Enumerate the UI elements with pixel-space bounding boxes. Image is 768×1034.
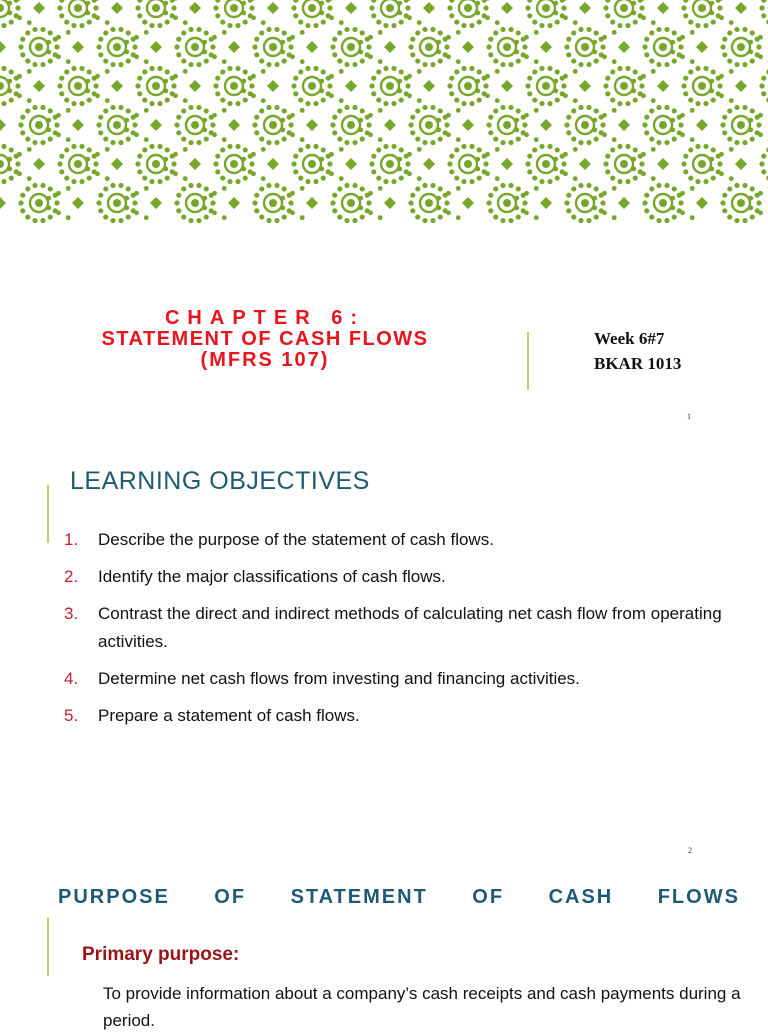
page-number-2: 2 [688, 846, 692, 855]
objective-item [64, 600, 744, 656]
objective-number: 1. [64, 526, 98, 554]
divider-bar [47, 485, 49, 543]
primary-purpose-label: Primary purpose: [82, 944, 239, 966]
objective-item [64, 563, 744, 591]
heading-word: FLOWS [658, 886, 740, 909]
page-number-1: 1 [687, 412, 691, 421]
primary-purpose-text: To provide information about a company’s cash receipts and cash payments during a period. [103, 980, 743, 1034]
heading-word: STATEMENT [291, 886, 428, 909]
objective-item [64, 702, 744, 730]
objective-text: Identify the major classifications of cash flows. [98, 563, 744, 591]
chapter-standard: (MFRS 107) [40, 350, 490, 371]
divider-bar [47, 918, 49, 976]
divider-bar [527, 332, 529, 390]
objective-text: Describe the purpose of the statement of cash flows. [98, 526, 744, 554]
heading-word: CASH [549, 886, 614, 909]
purpose-heading [58, 886, 740, 909]
objectives-list [64, 526, 744, 739]
course-info [594, 326, 754, 376]
decorative-pattern-banner [0, 0, 768, 290]
chapter-name: STATEMENT OF CASH FLOWS [40, 329, 490, 350]
objective-item [64, 665, 744, 693]
chapter-title [40, 308, 490, 371]
learning-objectives-heading: LEARNING OBJECTIVES [70, 467, 370, 496]
heading-word: OF [472, 886, 504, 909]
objective-text: Determine net cash flows from investing and financing activities. [98, 665, 744, 693]
objective-item [64, 526, 744, 554]
week-label: Week 6#7 [594, 326, 754, 351]
course-code: BKAR 1013 [594, 351, 754, 376]
objective-number: 5. [64, 702, 98, 730]
objective-text: Contrast the direct and indirect methods of calculating net cash flow from operating activities. [98, 600, 744, 656]
objective-number: 3. [64, 600, 98, 656]
objective-number: 2. [64, 563, 98, 591]
objective-text: Prepare a statement of cash flows. [98, 702, 744, 730]
chapter-number: CHAPTER 6: [40, 308, 490, 329]
heading-word: PURPOSE [58, 886, 170, 909]
objective-number: 4. [64, 665, 98, 693]
heading-word: OF [214, 886, 246, 909]
